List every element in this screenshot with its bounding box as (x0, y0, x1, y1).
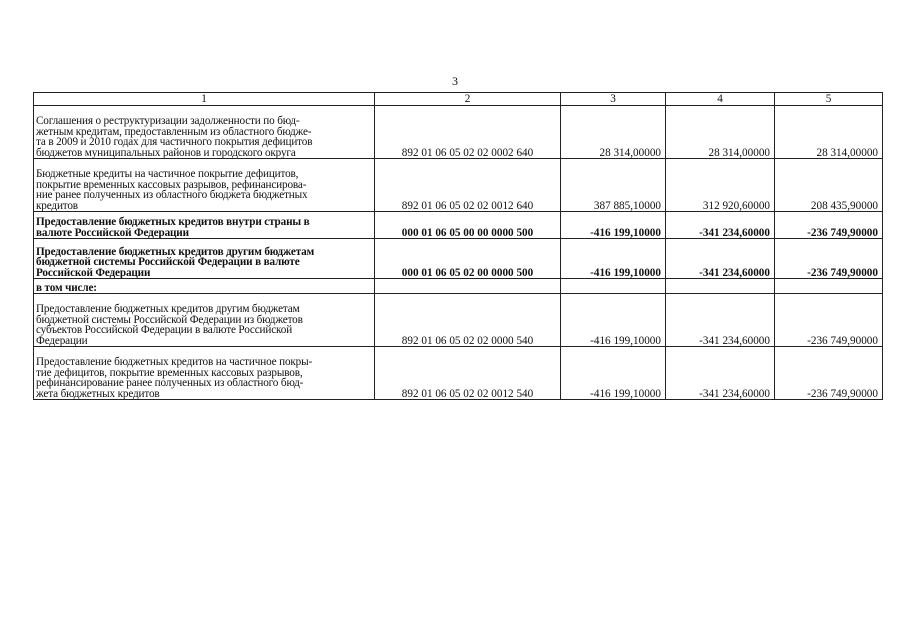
row-code-cell: 892 01 06 05 02 02 0002 640 (375, 106, 561, 159)
row-name-cell: Предоставление бюджетных кредитов другим бюджетам бюджетной системы Российской Федерации в валюте Российской Федерации (34, 239, 375, 279)
row-value-col3-cell: -416 199,10000 (561, 212, 666, 239)
column-header-5: 5 (775, 93, 883, 106)
row-value-col4-cell: -341 234,60000 (666, 294, 775, 347)
row-name-cell: Бюджетные кредиты на частичное покрытие дефицитов, покрытие временных кассовых разрывов, рефинансирова- ние ранее полученных из областного бюджета бюджетных кредитов (34, 159, 375, 212)
row-value-col4-cell: -341 234,60000 (666, 212, 775, 239)
table-row (34, 239, 883, 279)
table-row (34, 212, 883, 239)
budget-table (33, 92, 883, 400)
row-value-col4-cell: -341 234,60000 (666, 239, 775, 279)
row-code-cell: 000 01 06 05 00 00 0000 500 (375, 212, 561, 239)
row-value-col5-cell: -236 749,90000 (775, 239, 883, 279)
row-code-cell (375, 279, 561, 294)
table-row (34, 347, 883, 400)
row-value-col5-cell: -236 749,90000 (775, 294, 883, 347)
row-name-cell: Предоставление бюджетных кредитов другим бюджетам бюджетной системы Российской Федерации из бюджетов субъектов Российской Федерации в валюте Российской Федерации (34, 294, 375, 347)
row-name-cell: Предоставление бюджетных кредитов на частичное покры- тие дефицитов, покрытие временных кассовых разрывов, рефинансирование ранее полученных из областного бюд- жета бюджетных кредитов (34, 347, 375, 400)
row-name-cell: Соглашения о реструктуризации задолженности по бюд- жетным кредитам, предоставленным из областного бюдже- та в 2009 и 2010 годах для частичного покрытия дефицитов бюджетов муниципальных районов и городского округа (34, 106, 375, 159)
row-code-cell: 892 01 06 05 02 02 0012 540 (375, 347, 561, 400)
column-header-3: 3 (561, 93, 666, 106)
column-header-4: 4 (666, 93, 775, 106)
table-row (34, 159, 883, 212)
row-value-col5-cell (775, 279, 883, 294)
row-value-col3-cell: -416 199,10000 (561, 294, 666, 347)
row-value-col3-cell: 28 314,00000 (561, 106, 666, 159)
row-value-col4-cell: -341 234,60000 (666, 347, 775, 400)
row-code-cell: 892 01 06 05 02 02 0012 640 (375, 159, 561, 212)
row-value-col4-cell (666, 279, 775, 294)
row-value-col5-cell: 28 314,00000 (775, 106, 883, 159)
column-header-2: 2 (375, 93, 561, 106)
row-value-col5-cell: -236 749,90000 (775, 212, 883, 239)
row-value-col5-cell: -236 749,90000 (775, 347, 883, 400)
row-value-col3-cell: -416 199,10000 (561, 239, 666, 279)
row-name-cell: в том числе: (34, 279, 375, 294)
row-value-col4-cell: 28 314,00000 (666, 106, 775, 159)
row-name-cell: Предоставление бюджетных кредитов внутри страны в валюте Российской Федерации (34, 212, 375, 239)
row-value-col3-cell (561, 279, 666, 294)
table-row (34, 106, 883, 159)
row-value-col4-cell: 312 920,60000 (666, 159, 775, 212)
table-row (34, 279, 883, 294)
row-code-cell: 000 01 06 05 02 00 0000 500 (375, 239, 561, 279)
row-value-col5-cell: 208 435,90000 (775, 159, 883, 212)
page-number: 3 (452, 74, 458, 88)
column-header-1: 1 (34, 93, 375, 106)
row-code-cell: 892 01 06 05 02 02 0000 540 (375, 294, 561, 347)
table-row (34, 294, 883, 347)
column-number-row (34, 93, 883, 106)
row-value-col3-cell: 387 885,10000 (561, 159, 666, 212)
row-value-col3-cell: -416 199,10000 (561, 347, 666, 400)
